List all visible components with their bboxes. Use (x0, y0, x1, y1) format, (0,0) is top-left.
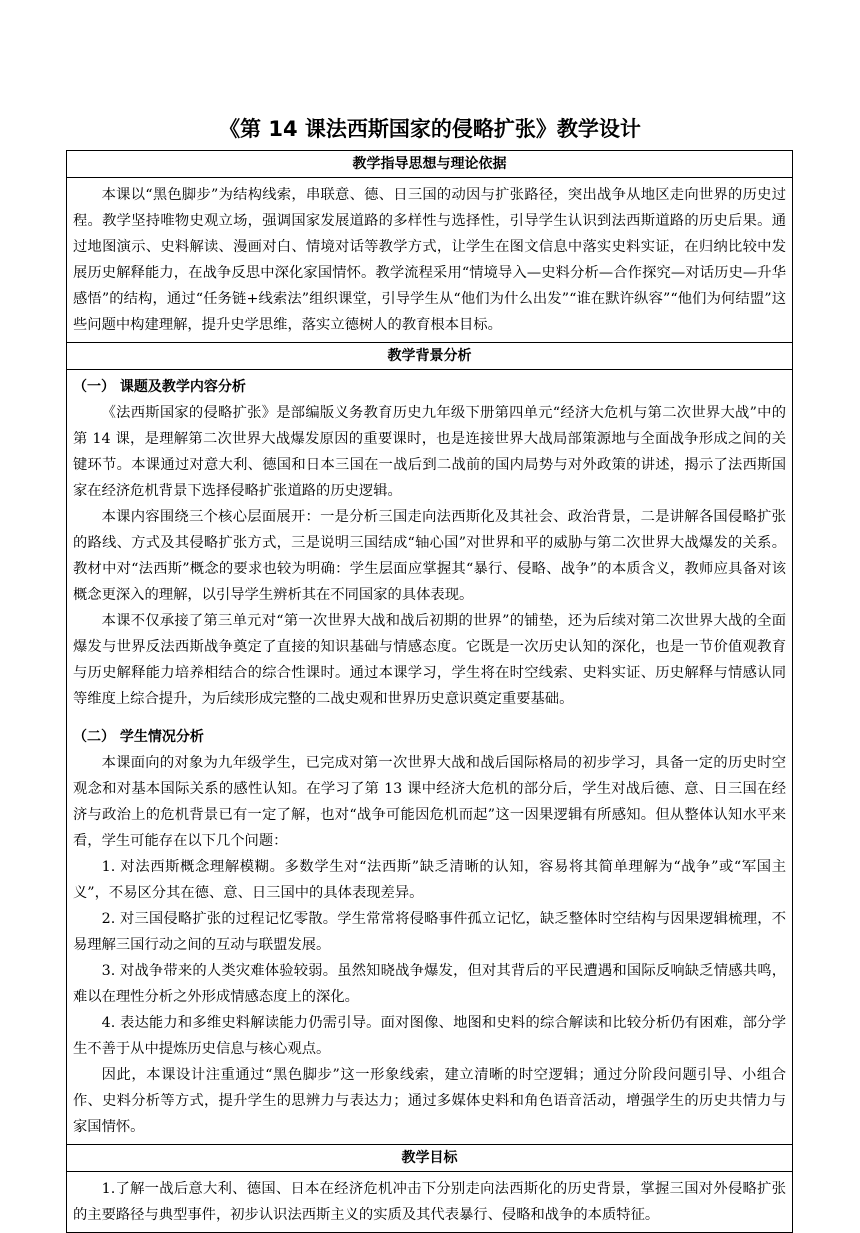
objective-item: 1.了解一战后意大利、德国、日本在经济危机冲击下分别走向法西斯化的历史背景，掌握三国对外侵略扩张的主要路径与典型事件，初步认识法西斯主义的实质及其代表暴行、侵略和战争的本质特征。 (73, 1181, 786, 1223)
content-paragraph: 本课不仅承接了第三单元对“第一次世界大战和战后初期的世界”的铺垫，还为后续对第二次世界大战的全面爆发与世界反法西斯战争奠定了直接的知识基础与情感态度。它既是一次历史认知的深化，也是一节价值观教育与历史解释能力培养相结合的综合性课时。通过本课学习，学生将在时空线索、史料实证、历史解释与情感认同等维度上综合提升，为后续形成完整的二战史观和世界历史意识奠定重要基础。 (73, 613, 786, 707)
content-paragraph: 《法西斯国家的侵略扩张》是部编版义务教育历史九年级下册第四单元“经济大危机与第二次世界大战”中的第 14 课，是理解第二次世界大战爆发原因的重要课时，也是连接世界大战局部策源地与全面战争形成之间的关键环节。本课通过对意大利、德国和日本三国在一战后到二战前的国内局势与对外政策的讲述，揭示了法西斯国家在经济危机背景下选择侵略扩张道路的历史逻辑。 (73, 405, 786, 499)
content-paragraph: 本课内容围绕三个核心层面展开：一是分析三国走向法西斯化及其社会、政治背景，二是讲解各国侵略扩张的路线、方式及其侵略扩张方式，三是说明三国结成“轴心国”对世界和平的威胁与第二次世界大战爆发的关系。教材中对“法西斯”概念的要求也较为明确：学生层面应掌握其“暴行、侵略、战争”的本质含义，教师应具备对该概念更深入的理解，以引导学生辨析其在不同国家的具体表现。 (73, 509, 786, 603)
background-content (67, 370, 793, 1145)
lesson-plan-table (66, 150, 793, 1233)
page-title: 《第 14 课法西斯国家的侵略扩张》教学设计 (219, 117, 641, 141)
background-heading: 教学背景分析 (67, 343, 793, 370)
guiding-heading: 教学指导思想与理论依据 (67, 151, 793, 178)
guiding-paragraph: 本课以“黑色脚步”为结构线索，串联意、德、日三国的动因与扩张路径，突出战争从地区走向世界的历史过程。教学坚持唯物史观立场，强调国家发展道路的多样性与选择性，引导学生认识到法西斯道路的历史后果。通过地图演示、史料解读、漫画对白、情境对话等教学方式，让学生在图文信息中落实史料实证，在归纳比较中发展历史解释能力，在战争反思中深化家国情怀。教学流程采用“情境导入—史料分析—合作探究—对话历史—升华感悟”的结构，通过“任务链+线索法”组织课堂，引导学生从“他们为什么出发”“谁在默许纵容”“他们为何结盟”这些问题中构建理解，提升史学思维，落实立德树人的教育根本目标。 (73, 187, 786, 333)
subsection-title-content: （一） 课题及教学内容分析 (73, 379, 246, 395)
objectives-content (67, 1172, 793, 1233)
students-point: 3. 对战争带来的人类灾难体验较弱。虽然知晓战争爆发，但对其背后的平民遭遇和国际反响缺乏情感共鸣，难以在理性分析之外形成情感态度上的深化。 (73, 963, 786, 1005)
students-point: 4. 表达能力和多维史料解读能力仍需引导。面对图像、地图和史料的综合解读和比较分析仍有困难，部分学生不善于从中提炼历史信息与核心观点。 (73, 1015, 786, 1057)
students-point: 1. 对法西斯概念理解模糊。多数学生对“法西斯”缺乏清晰的认知，容易将其简单理解为“战争”或“军国主义”，不易区分其在德、意、日三国中的具体表现差异。 (73, 859, 786, 901)
students-conclusion: 因此，本课设计注重通过“黑色脚步”这一形象线索，建立清晰的时空逻辑；通过分阶段问题引导、小组合作、史料分析等方式，提升学生的思辨力与表达力；通过多媒体史料和角色语音活动，增强学生的历史共情力与家国情怀。 (73, 1067, 786, 1135)
subsection-title-students: （二） 学生情况分析 (73, 729, 204, 745)
guiding-content (67, 178, 793, 343)
spacer (73, 712, 786, 724)
students-point: 2. 对三国侵略扩张的过程记忆零散。学生常常将侵略事件孤立记忆，缺乏整体时空结构与因果逻辑梳理，不易理解三国行动之间的互动与联盟发展。 (73, 911, 786, 953)
students-intro: 本课面向的对象为九年级学生，已完成对第一次世界大战和战后国际格局的初步学习，具备一定的历史时空观念和对基本国际关系的感性认知。在学习了第 13 课中经济大危机的部分后，学生对战后德、意、日三国在经济与政治上的危机背景已有一定了解，也对“战争可能因危机而起”这一因果逻辑有所感知。但从整体认知水平来看，学生可能存在以下几个问题： (73, 755, 786, 849)
objectives-heading: 教学目标 (67, 1145, 793, 1172)
